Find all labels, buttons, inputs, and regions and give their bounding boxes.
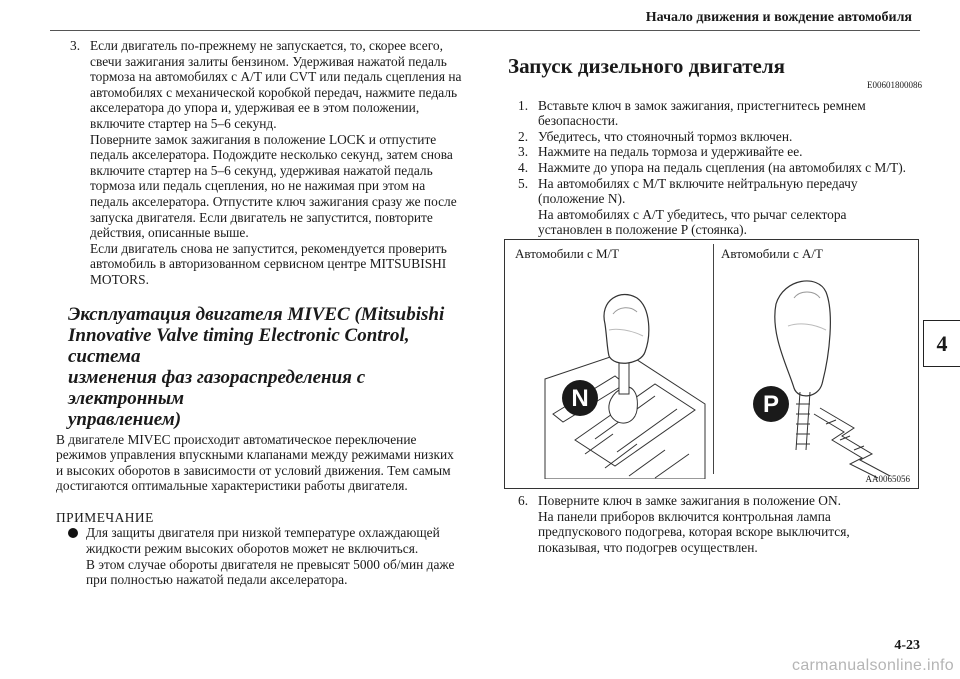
text-line: свечи зажигания залиты бензином. Удерживая нажатой педаль bbox=[90, 53, 447, 69]
text-line: предпускового подогрева, которая вскоре выключится, bbox=[538, 524, 850, 540]
text-line: акселератора до упора и, удерживая ее в этом положении, bbox=[90, 100, 420, 116]
text-line: На панели приборов включится контрольная лампа bbox=[538, 508, 831, 524]
list-item-2 bbox=[518, 129, 922, 145]
list-text: Убедитесь, что стояночный тормоз включен. bbox=[538, 128, 793, 144]
list-item-5 bbox=[518, 176, 922, 238]
list-number: 1. bbox=[518, 97, 529, 113]
steps-list bbox=[508, 98, 922, 238]
text-line: безопасности. bbox=[538, 113, 619, 129]
page-number: 4-23 bbox=[894, 638, 920, 653]
text-line: включите стартер на 5–6 секунд, удерживая нажатой педаль bbox=[90, 162, 433, 178]
heading-line: изменения фаз газораспределения с электронным bbox=[68, 366, 366, 409]
text-line: тормоза на автомобилях с A/T или CVT или педаль сцепления на bbox=[90, 69, 462, 85]
text-line: На автомобилях с M/T включите нейтральную передачу bbox=[538, 175, 858, 191]
text-line: MOTORS. bbox=[90, 271, 149, 287]
header-rule bbox=[50, 30, 920, 31]
running-header: Начало движения и вождение автомобиля bbox=[645, 10, 912, 25]
note-bullet bbox=[56, 525, 480, 587]
list-text: Нажмите до упора на педаль сцепления (на автомобилях с M/T). bbox=[538, 159, 907, 175]
gear-lever-figure bbox=[504, 239, 919, 489]
left-column bbox=[56, 38, 480, 588]
list-text bbox=[538, 98, 922, 129]
text-line: На автомобилях с A/T убедитесь, что рычаг селектора bbox=[538, 206, 847, 222]
figure-label-mt: Автомобили с M/T bbox=[515, 246, 620, 261]
list-item-3 bbox=[70, 38, 480, 288]
figure-code: AA0065056 bbox=[865, 474, 910, 484]
text-line: жидкости режим высоких оборотов может не включиться. bbox=[86, 541, 419, 557]
list-item-4 bbox=[518, 160, 922, 176]
text-line: при полностью нажатой педали акселератора. bbox=[86, 572, 348, 588]
heading-line: Innovative Valve timing Electronic Control, система bbox=[68, 324, 410, 367]
doc-code: E00601800086 bbox=[867, 80, 922, 90]
text-line: автомобилях с механической коробкой передач, нажмите педаль bbox=[90, 84, 458, 100]
text-line: Для защиты двигателя при низкой температуре охлаждающей bbox=[86, 525, 440, 541]
figure-label-at: Автомобили с A/T bbox=[721, 246, 823, 261]
list-item-1 bbox=[518, 98, 922, 129]
note-text bbox=[86, 525, 454, 587]
text-line: В этом случае обороты двигателя не превысят 5000 об/мин даже bbox=[86, 556, 455, 572]
list-number: 6. bbox=[518, 493, 529, 508]
step-6 bbox=[508, 493, 922, 555]
text-line: тормоза или педаль сцепления, но не нажимая при этом на bbox=[90, 178, 426, 194]
manual-shifter-illustration bbox=[505, 264, 713, 479]
list-text bbox=[90, 38, 480, 288]
text-line: запуска двигателя. Если двигатель не запустится, повторите bbox=[90, 209, 433, 225]
text-line: Если двигатель по-прежнему не запускается, то, скорее всего, bbox=[90, 38, 443, 53]
list-number: 5. bbox=[518, 175, 529, 191]
watermark: carmanualsonline.info bbox=[792, 657, 954, 674]
text-line: Поверните ключ в замке зажигания в положение ON. bbox=[538, 493, 841, 508]
right-column bbox=[508, 54, 922, 238]
list-text bbox=[538, 176, 922, 238]
mivec-body bbox=[56, 432, 480, 494]
bullet-icon bbox=[68, 528, 78, 538]
text-line: Вставьте ключ в замок зажигания, пристегнитесь ремнем bbox=[538, 97, 866, 113]
list-text bbox=[538, 493, 922, 555]
text-line: включите стартер на 5–6 секунд. bbox=[90, 115, 277, 131]
text-line: Если двигатель снова не запустится, рекомендуется проверить bbox=[90, 240, 447, 256]
mivec-heading bbox=[68, 304, 480, 430]
text-line: достигаются оптимальные характеристики работы двигателя. bbox=[56, 478, 408, 494]
text-line: режимов управления впускными клапанами между режимами низких bbox=[56, 447, 454, 463]
note-title: ПРИМЕЧАНИЕ bbox=[56, 509, 154, 525]
chapter-number: 4 bbox=[936, 330, 948, 356]
list-number: 3. bbox=[518, 144, 529, 160]
list-number: 2. bbox=[518, 128, 529, 144]
list-number: 3. bbox=[70, 38, 81, 53]
text-line: Поверните замок зажигания в положение LOCK и отпустите bbox=[90, 131, 437, 147]
badge-p-text: P bbox=[762, 391, 780, 418]
list-item-3 bbox=[518, 144, 922, 160]
text-line: В двигателе MIVEC происходит автоматическое переключение bbox=[56, 431, 417, 447]
heading-line: Эксплуатация двигателя MIVEC (Mitsubishi bbox=[68, 303, 445, 325]
chapter-tab bbox=[923, 320, 960, 367]
text-line: и высоких оборотов в зависимости от условий движения. Тем самым bbox=[56, 462, 451, 478]
text-line: педаль акселератора. Отпустите ключ зажигания сразу же после bbox=[90, 193, 457, 209]
list-item-6 bbox=[508, 493, 922, 555]
text-line: автомобиль в авторизованном сервисном центре MITSUBISHI bbox=[90, 256, 447, 272]
text-line: (положение N). bbox=[538, 191, 626, 207]
text-line: действия, описанные выше. bbox=[90, 225, 249, 241]
diesel-heading: Запуск дизельного двигателя bbox=[508, 54, 785, 78]
text-line: педаль акселератора. Подождите несколько секунд, затем снова bbox=[90, 147, 453, 163]
badge-n-text: N bbox=[571, 385, 589, 412]
list-number: 4. bbox=[518, 159, 529, 175]
heading-line: управлением) bbox=[68, 408, 182, 430]
text-line: установлен в положение P (стоянка). bbox=[538, 222, 747, 238]
text-line: показывая, что подогрев осуществлен. bbox=[538, 539, 758, 555]
list-text: Нажмите на педаль тормоза и удерживайте ее. bbox=[538, 144, 803, 160]
automatic-selector-illustration bbox=[714, 264, 918, 479]
